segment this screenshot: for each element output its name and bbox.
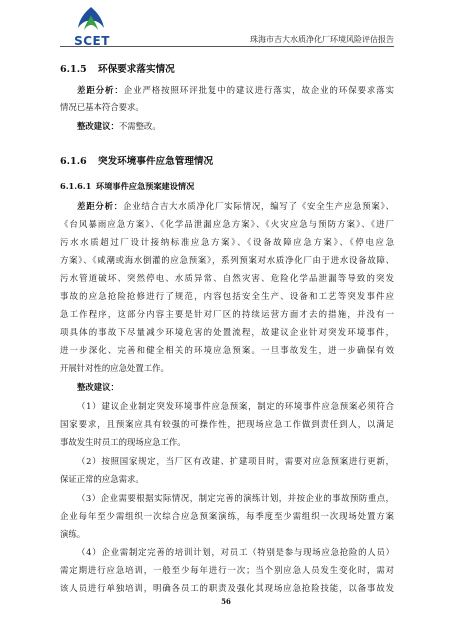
paragraph-line: 差距分析：企业严格按照环评批复中的建议进行落实，故企业的环保要求落实 xyxy=(77,85,395,95)
paragraph-line: 污水管道破坏、突然停电、水质异常、自然灾害、危险化学品泄漏等导致的突发 xyxy=(60,273,394,283)
paragraph-line: 企业每年至少需组织一次综合应急预案演练，每季度至少需组织一次现场处置方案 xyxy=(60,511,394,521)
paragraph-line: 污水水质超过厂设计接纳标准应急方案》、《设备故障应急方案》、《停电应急 xyxy=(60,237,394,247)
paragraph-line: 事故发生时员工的现场应急工作。 xyxy=(60,437,186,447)
section-number: 6.1.5 xyxy=(60,64,87,75)
paragraph-line: 该人员进行单独培训，明确各员工的职责及强化其现场应急抢险技能，以备事故发 xyxy=(60,583,394,593)
logo-text: SCET xyxy=(74,34,110,48)
paragraph-line: 需定期进行应急培训，一般至少每年进行一次；当个别应急人员发生变化时，需对 xyxy=(60,565,394,575)
recommendation-heading: 整改建议： xyxy=(77,382,119,392)
paragraph-line: 演练。 xyxy=(60,529,86,539)
section-number: 6.1.6 xyxy=(60,156,87,167)
gap-analysis-label: 差距分析： xyxy=(77,201,124,211)
paragraph-line: 进一步深化、完善和健全相关的环境应急预案。一旦事故发生，进一步确保有效 xyxy=(60,345,394,355)
page-number: 56 xyxy=(221,597,231,606)
section-title: 环保要求落实情况 xyxy=(98,64,175,75)
recommendation-item-1: （1）建议企业制定突发环境事件应急预案，制定的环境事件应急预案必须符合 xyxy=(77,401,394,411)
header-divider xyxy=(60,46,394,47)
paragraph-line: 开展针对性的应急处置工作。 xyxy=(60,363,169,373)
section-title: 突发环境事件应急管理情况 xyxy=(98,156,214,167)
section-6-1-6-heading xyxy=(60,153,213,167)
paragraph-line: 整改建议：不需整改。 xyxy=(77,121,161,131)
paragraph-line: 《台风暴雨应急方案》、《化学品泄漏应急方案》、《火灾应急与预防方案》、《进厂 xyxy=(60,219,394,229)
recommendation-item-2: （2）按照国家规定，当厂区有改建、扩建项目时，需要对应急预案进行更新， xyxy=(77,456,394,466)
subsection-number: 6.1.6.1 xyxy=(60,181,92,191)
paragraph-line: 国家要求，且预案应具有较强的可操作性，把现场应急工作做到责任到人，以满足 xyxy=(60,419,394,429)
header-title: 珠海市吉大水质净化厂环境风险评估报告 xyxy=(250,35,394,44)
paragraph-line: 项具体的事故下尽量减少环境危害的处置流程，故建议企业针对突发环境事件， xyxy=(60,327,394,337)
paragraph-line: 急工作程序，这部分内容主要是针对厂区的持续运营方面才去的措施，并没有一 xyxy=(60,309,394,319)
subsection-6-1-6-1-heading xyxy=(60,181,194,192)
scet-logo-mark-icon xyxy=(74,6,108,36)
paragraph-line: 保证正常的应急需求。 xyxy=(60,474,144,484)
recommendation-item-3: （3）企业需要根据实际情况，制定完善的演练计划，并按企业的事故预防重点， xyxy=(77,493,394,503)
paragraph-line: 事故的应急抢险抢修进行了规范，内容包括安全生产、设备和工艺等突发事件应 xyxy=(60,291,394,301)
scet-logo xyxy=(62,6,122,50)
recommendation-label: 整改建议： xyxy=(77,121,119,131)
paragraph-line: 情况已基本符合要求。 xyxy=(60,102,144,112)
paragraph-line: 方案》、《咸潮或海水倒灌的应急预案》，系列预案对水质净化厂由于进水设备故障、 xyxy=(60,255,394,265)
recommendation-item-4: （4）企业需制定完善的培训计划，对员工（特别是参与现场应急抢险的人员） xyxy=(77,547,394,557)
section-6-1-5-heading xyxy=(60,61,175,75)
gap-analysis-label: 差距分析： xyxy=(77,85,124,95)
paragraph-line: 差距分析：企业结合吉大水质净化厂实际情况，编写了《安全生产应急预案》、 xyxy=(77,201,395,211)
subsection-title: 环境事件应急预案建设情况 xyxy=(96,181,195,191)
